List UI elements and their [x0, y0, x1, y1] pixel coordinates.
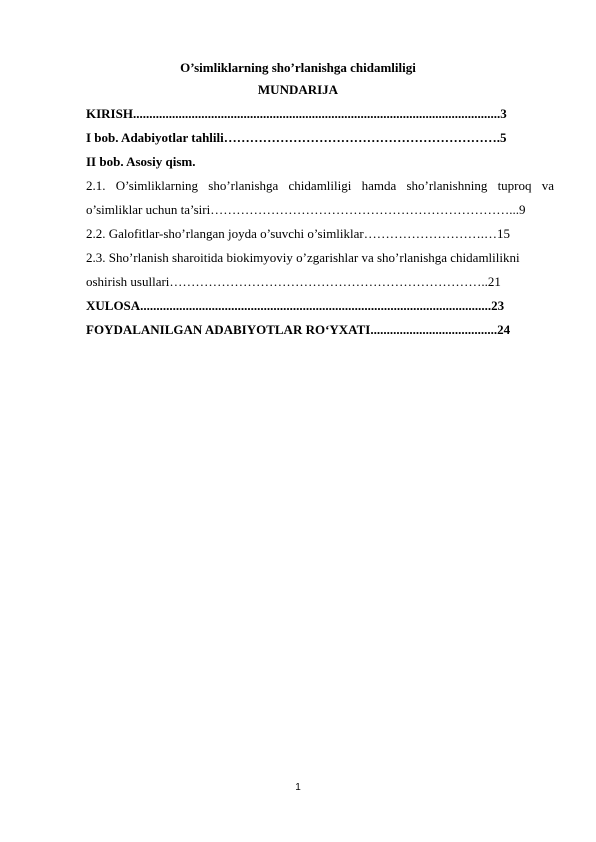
toc-entry-2-3-line-1: 2.3. Sho’rlanish sharoitida biokimyoviy o’zgarishlar va sho’rlanishga chidamlilikni: [86, 250, 520, 265]
toc-entry-2-2: 2.2. Galofitlar-sho’rlangan joyda o’suvchi o’simliklar……………………….…15: [86, 226, 510, 241]
toc-entry-xulosa: XULOSA............................................................................................................23: [86, 298, 505, 313]
toc-entry-references: FOYDALANILGAN ADABIYOTLAR RO‘YXATI.......................................24: [86, 322, 511, 337]
toc-entry-2-1-line-1: 2.1. O’simliklarning sho’rlanishga chidamliligi hamda sho’rlanishning tuproq va: [86, 178, 554, 193]
toc-entry-2-1-line-2: o’simliklar uchun ta’siri……………………………………………………………...9: [86, 202, 526, 217]
toc-entry-chapter-1: I bob. Adabiyotlar tahlili……………………………………………………….5: [86, 130, 507, 145]
toc-entry-kirish: KIRISH.................................................................................................................3: [86, 106, 507, 121]
toc-heading: MUNDARIJA: [257, 82, 339, 97]
document-title: O’simliklarning sho’rlanishga chidamliligi: [180, 60, 416, 75]
toc-entry-chapter-2: II bob. Asosiy qism.: [86, 154, 196, 169]
toc-entry-2-3-line-2: oshirish usullari………………………………………………………………..21: [86, 274, 501, 289]
page-number: 1: [295, 782, 301, 793]
